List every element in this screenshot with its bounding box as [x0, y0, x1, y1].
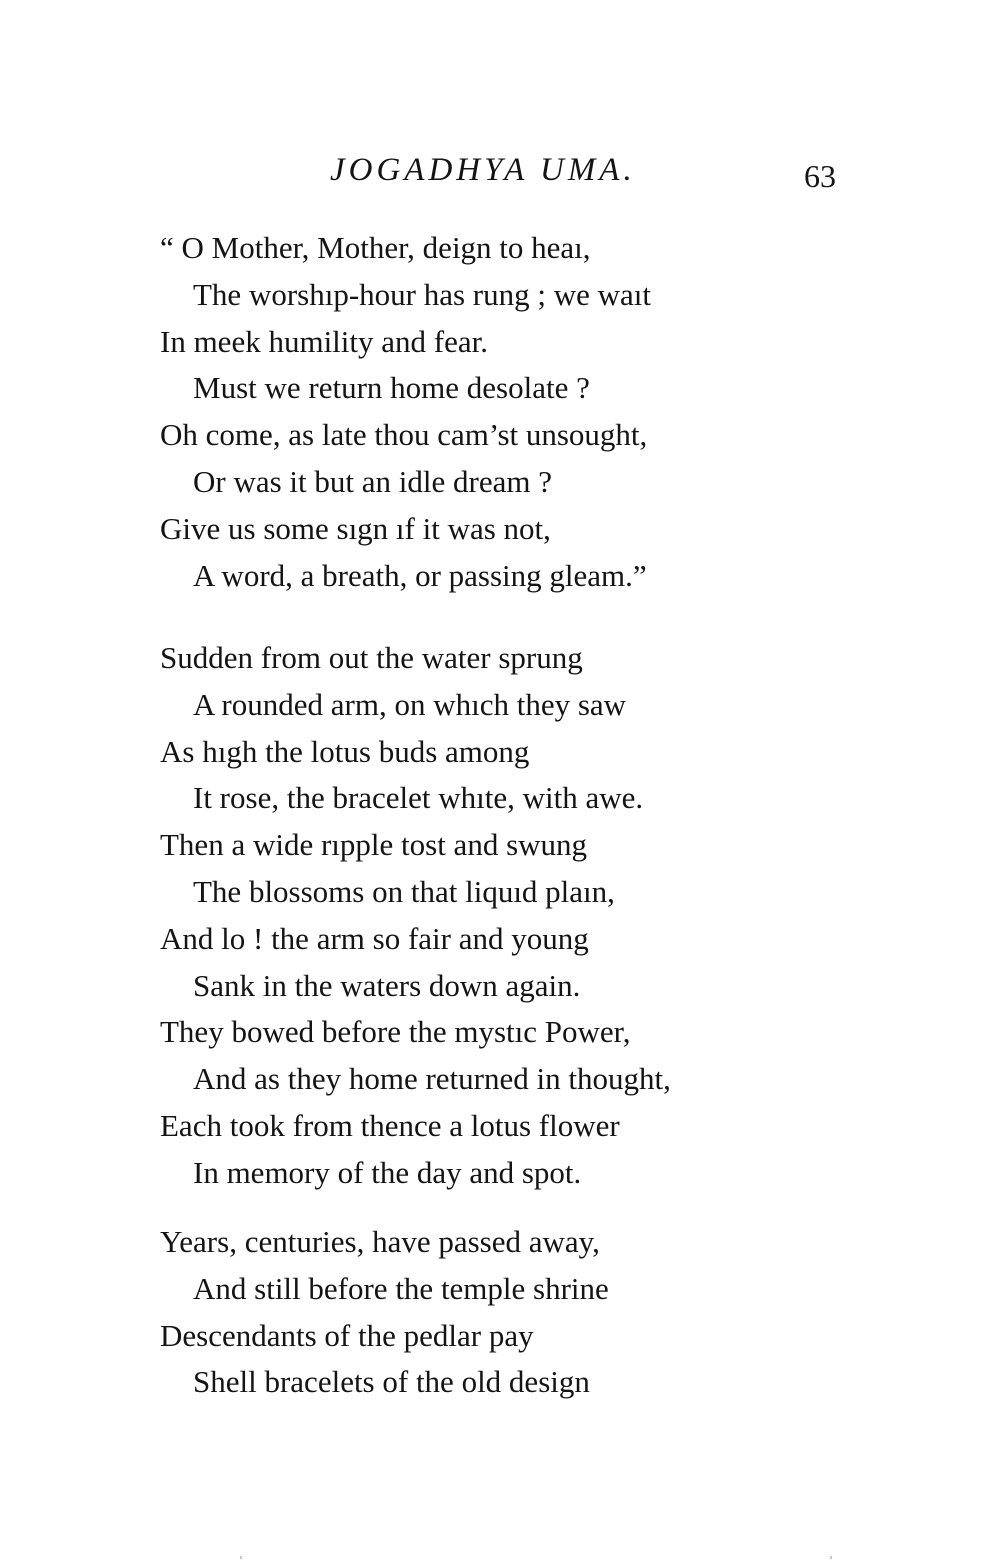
- page-number: 63: [804, 158, 836, 194]
- verse-line: A rounded arm, on whıch they saw: [193, 686, 627, 722]
- verse-line: And still before the temple shrine: [193, 1270, 609, 1306]
- scan-mark: [830, 1556, 832, 1559]
- verse-line: As hıgh the lotus buds among: [160, 733, 530, 769]
- verse-line: The worshıp-hour has rung ; we waıt: [193, 276, 652, 312]
- stanza: [160, 225, 860, 599]
- verse-line: Descendants of the pedlar pay: [160, 1317, 534, 1353]
- verse-line: Shell bracelets of the old design: [193, 1364, 590, 1400]
- verse-line: Give us some sıgn ıf it was not,: [160, 510, 551, 546]
- running-title: JOGADHYA UMA.: [330, 152, 636, 188]
- verse-line: “ O Mother, Mother, deign to heaı,: [160, 230, 591, 265]
- verse-line: Oh come, as late thou cam’st unsought,: [160, 417, 648, 453]
- scan-mark: [240, 1556, 242, 1559]
- verse-line: And lo ! the arm so fair and young: [160, 920, 589, 956]
- verse-line: In meek humility and fear.: [160, 323, 488, 359]
- verse-line: Must we return home desolate ?: [193, 370, 590, 406]
- verse-line: In memory of the day and spot.: [193, 1154, 582, 1190]
- verse-line: Then a wide rıpple tost and swung: [160, 827, 588, 863]
- verse-line: It rose, the bracelet whıte, with awe.: [193, 780, 644, 816]
- verse-line: They bowed before the mystıc Power,: [160, 1014, 631, 1050]
- verse-line: Sank in the waters down again.: [193, 967, 581, 1003]
- verse-line: Each took from thence a lotus flower: [160, 1107, 620, 1143]
- verse-line: A word, a breath, or passing gleam.”: [193, 557, 647, 593]
- verse-line: Sudden from out the water sprung: [160, 640, 583, 675]
- verse-line: Years, centuries, have passed away,: [160, 1224, 600, 1259]
- verse-line: The blossoms on that liquıd plaın,: [193, 873, 615, 909]
- verse-line: Or was it but an idle dream ?: [193, 463, 552, 499]
- stanza: [160, 635, 860, 1197]
- running-head: [0, 152, 1000, 202]
- verse-line: And as they home returned in thought,: [193, 1061, 671, 1097]
- stanza: [160, 1219, 860, 1406]
